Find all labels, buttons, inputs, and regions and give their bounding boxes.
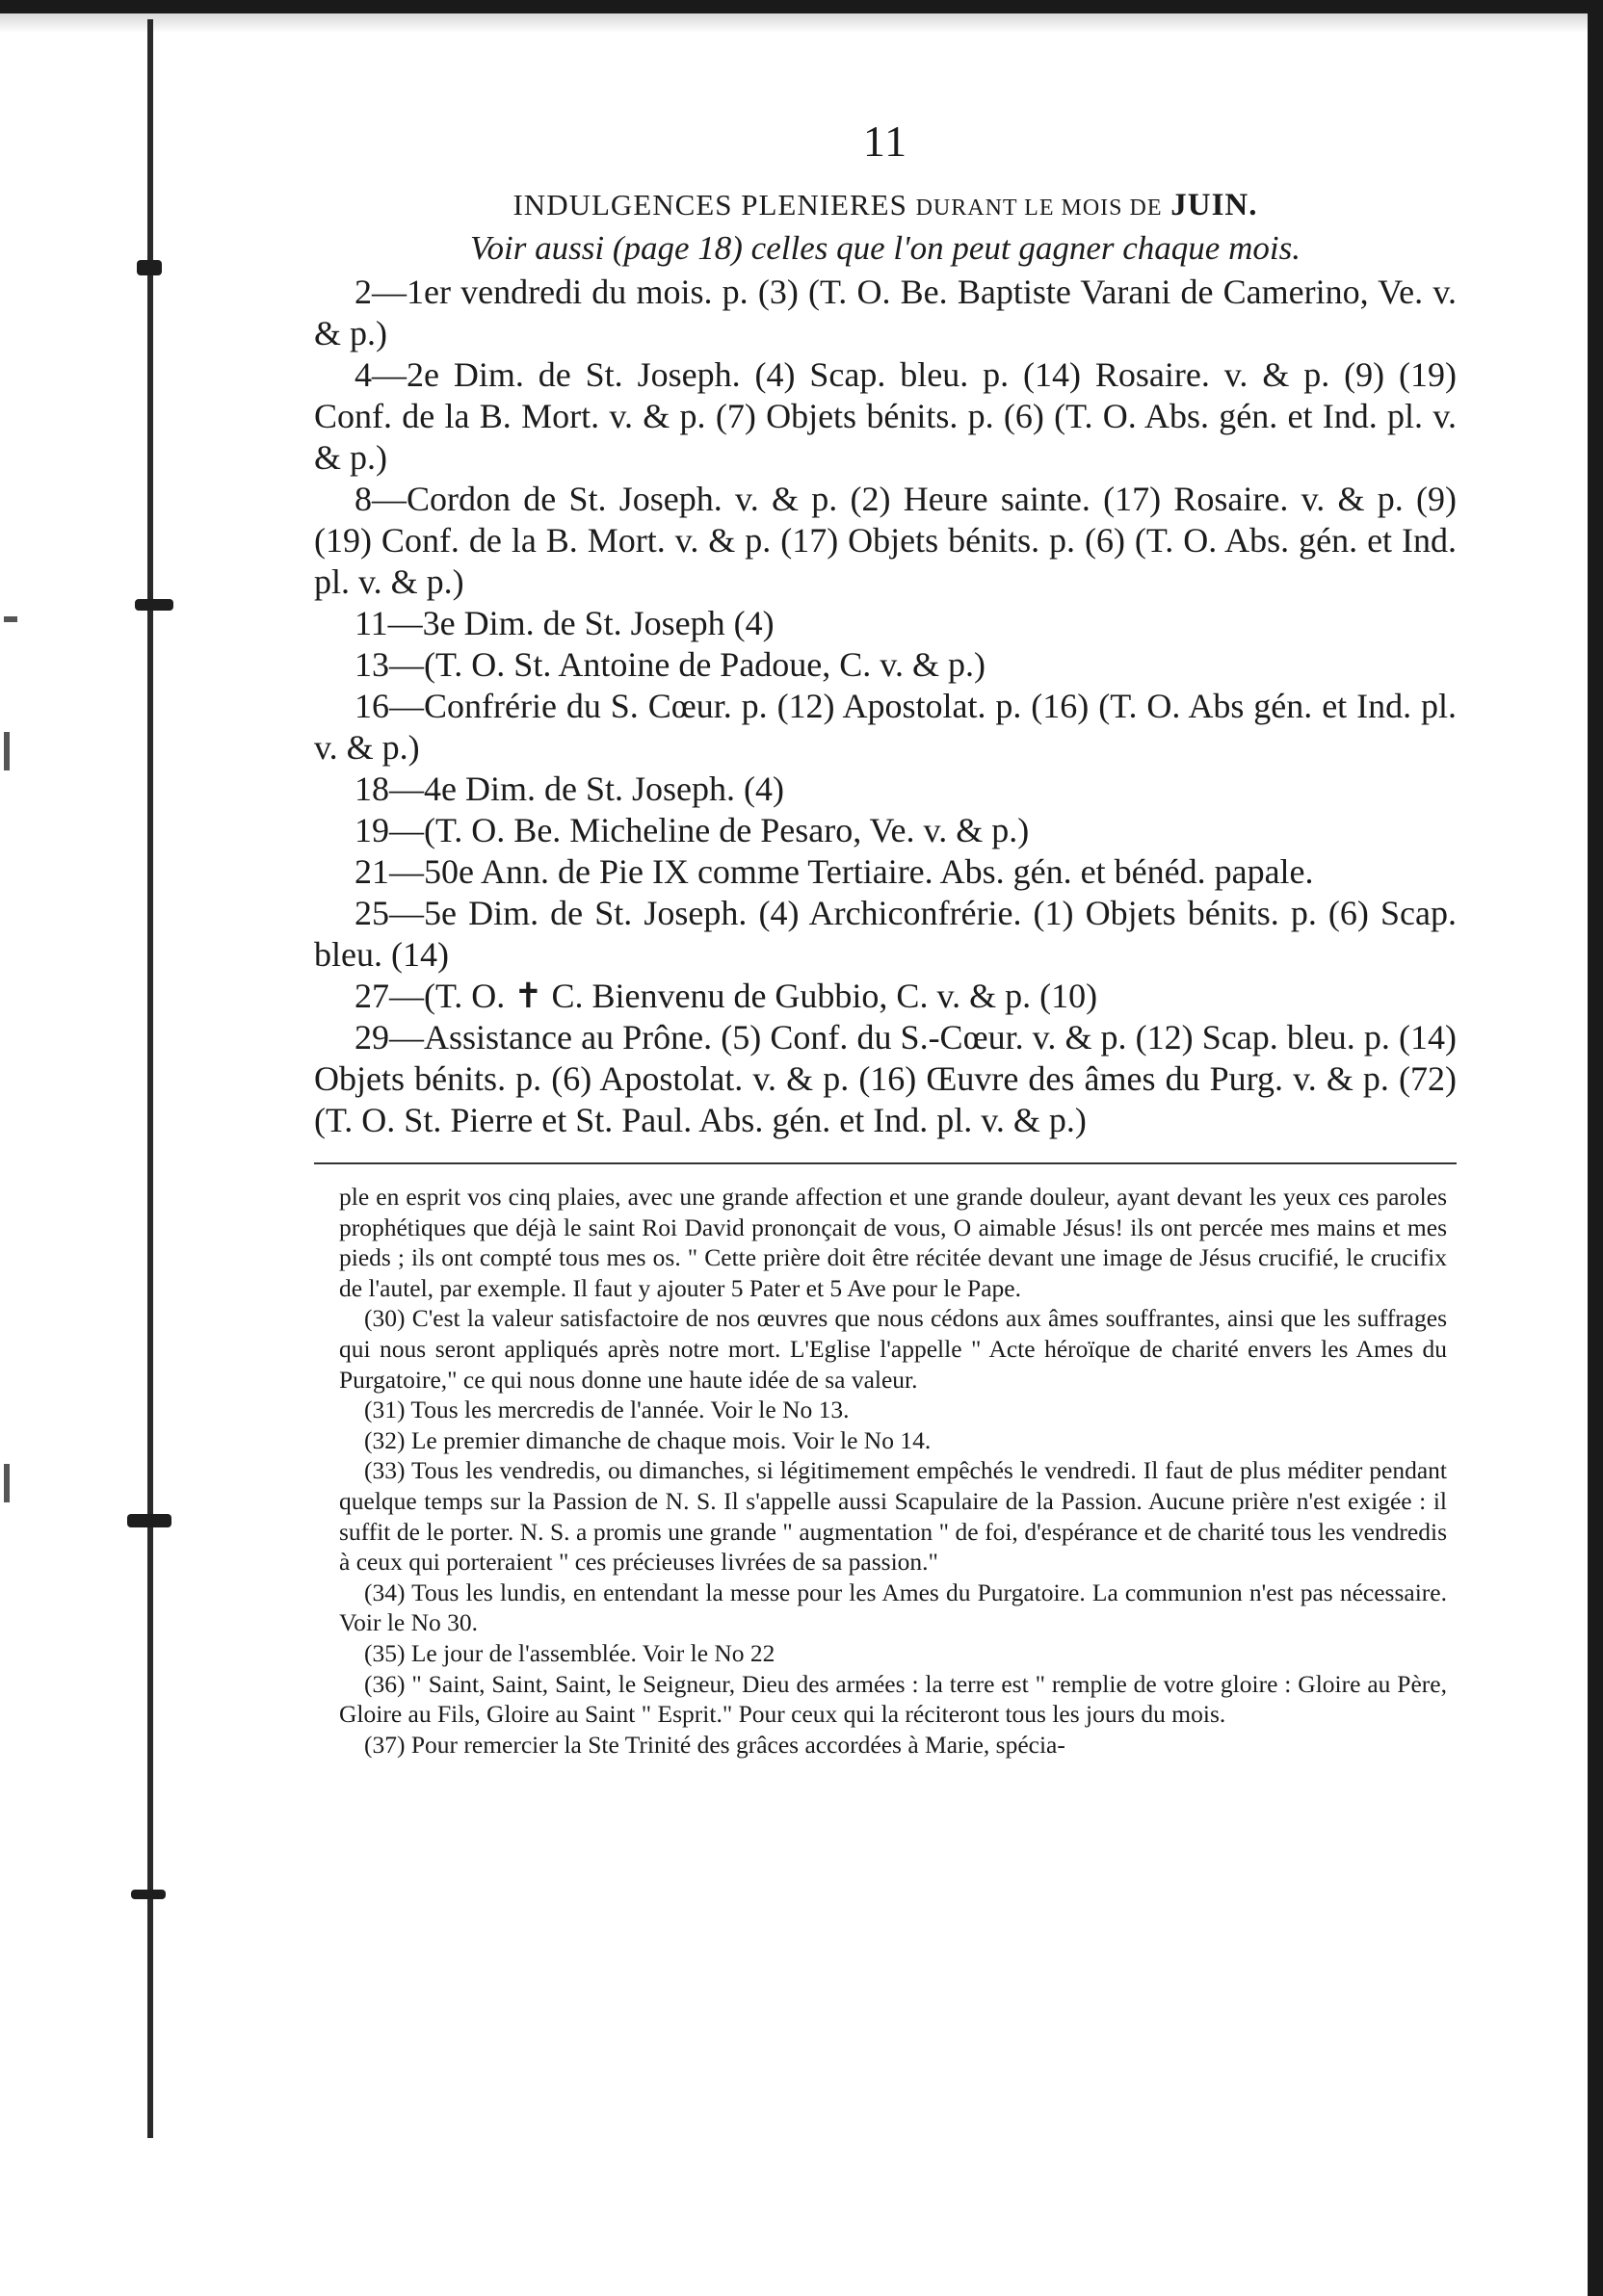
indulgence-entry: 25—5e Dim. de St. Joseph. (4) Archiconfrérie. (1) Objets bénits. p. (6) Scap. bleu. (14)	[314, 894, 1457, 974]
heading-connector: DURANT LE MOIS DE	[915, 196, 1163, 221]
page-heading	[314, 188, 1457, 223]
footnote: (32) Le premier dimanche de chaque mois. Voir le No 14.	[364, 1425, 932, 1454]
footnote: (35) Le jour de l'assemblée. Voir le No 22	[364, 1638, 775, 1667]
binding-stitch	[135, 599, 173, 611]
indulgence-entry: 19—(T. O. Be. Micheline de Pesaro, Ve. v. & p.)	[355, 811, 1030, 849]
indulgence-entry: 11—3e Dim. de St. Joseph (4)	[355, 604, 775, 642]
footnote: (31) Tous les mercredis de l'année. Voir le No 13.	[364, 1396, 850, 1424]
binding-stitch	[127, 1514, 171, 1527]
indulgence-entry: 18—4e Dim. de St. Joseph. (4)	[355, 770, 784, 808]
section-divider	[314, 1162, 1457, 1164]
indulgence-entry: 4—2e Dim. de St. Joseph. (4) Scap. bleu. p. (14) Rosaire. v. & p. (9) (19) Conf. de la B. Mort. v. & p. (7) Objets bénits. p. (6) (T. O. Abs. gén. et Ind. pl. v. & p.)	[314, 355, 1457, 477]
indulgence-entry: 8—Cordon de St. Joseph. v. & p. (2) Heure sainte. (17) Rosaire. v. & p. (9) (19) Conf. de la B. Mort. v. & p. (17) Objets bénits. p. (6) (T. O. Abs. gén. et Ind. pl. v. & p.)	[314, 480, 1457, 601]
indulgence-entry: 21—50e Ann. de Pie IX comme Tertiaire. Abs. gén. et bénéd. papale.	[355, 852, 1314, 891]
scan-frame-top	[0, 0, 1603, 13]
indulgence-entry: 2—1er vendredi du mois. p. (3) (T. O. Be. Baptiste Varani de Camerino, Ve. v. & p.)	[314, 273, 1457, 352]
footnote: (34) Tous les lundis, en entendant la messe pour les Ames du Purgatoire. La communion n'est pas nécessaire. Voir le No 30.	[339, 1578, 1447, 1637]
indulgence-list	[314, 272, 1457, 1141]
indulgence-entry: 13—(T. O. St. Antoine de Padoue, C. v. & p.)	[355, 645, 985, 684]
indulgence-entry: 29—Assistance au Prône. (5) Conf. du S.-Cœur. v. & p. (12) Scap. bleu. p. (14) Objets bénits. p. (6) Apostolat. v. & p. (16) Œuvre des âmes du Purg. v. & p. (72) (T. O. St. Pierre et St. Paul. Abs. gén. et Ind. pl. v. & p.)	[314, 1018, 1457, 1139]
indulgence-entry: 27—(T. O. ✝ C. Bienvenu de Gubbio, C. v. & p. (10)	[355, 977, 1098, 1015]
binding-stitch	[137, 260, 162, 275]
page-edge-marks	[0, 0, 29, 2296]
page-number: 11	[862, 117, 908, 166]
heading-title: INDULGENCES PLENIERES	[512, 188, 907, 222]
heading-month: JUIN.	[1170, 188, 1258, 222]
footnotes	[314, 1182, 1457, 1760]
indulgence-entry: 16—Confrérie du S. Cœur. p. (12) Apostolat. p. (16) (T. O. Abs gén. et Ind. pl. v. & p.)	[314, 687, 1457, 767]
document-page	[314, 116, 1457, 1760]
footnote: (33) Tous les vendredis, ou dimanches, si légitimement empêchés le vendredi. Il faut de plus méditer pendant quelque temps sur la Passion de N. S. Il s'appelle aussi Scapulaire de la Passion. Aucune prière n'est exigée : il suffit de le porter. N. S. a promis une grande " augmentation " de foi, d'espérance et de charité tous les vendredis à ceux qui porteraient " ces précieuses livrées de sa passion."	[339, 1456, 1447, 1577]
footnote: ple en esprit vos cinq plaies, avec une grande affection et une grande douleur, ayant devant les yeux ces paroles prophétiques que déjà le saint Roi David prononçait de vous, O aimable Jésus! ils ont percée mes mains et mes pieds ; ils ont compté tous mes os. " Cette prière doit être récitée devant une image de Jésus crucifié, le crucifix de l'autel, par exemple. Il faut y ajouter 5 Pater et 5 Ave pour le Pape.	[339, 1183, 1447, 1302]
page-subheading: Voir aussi (page 18) celles que l'on peut gagner chaque mois.	[470, 229, 1301, 267]
scan-frame-shadow	[0, 13, 1588, 33]
footnote: (36) " Saint, Saint, Saint, le Seigneur, Dieu des armées : la terre est " remplie de votre gloire : Gloire au Père, Gloire au Fils, Gloire au Saint " Esprit." Pour ceux qui la réciteront tous les jours du mois.	[339, 1669, 1447, 1729]
scan-frame-right	[1588, 0, 1603, 2296]
footnote: (37) Pour remercier la Ste Trinité des grâces accordées à Marie, spécia-	[364, 1730, 1065, 1759]
footnote: (30) C'est la valeur satisfactoire de nos œuvres que nous cédons aux âmes souffrantes, ainsi que les suffrages qui nous seront appliqués après notre mort. L'Eglise l'appelle " Acte héroïque de charité envers les Ames du Purgatoire," ce qui nous donne une haute idée de sa valeur.	[339, 1304, 1447, 1394]
binding-stitch	[131, 1890, 166, 1899]
binding-thread	[147, 19, 153, 2138]
